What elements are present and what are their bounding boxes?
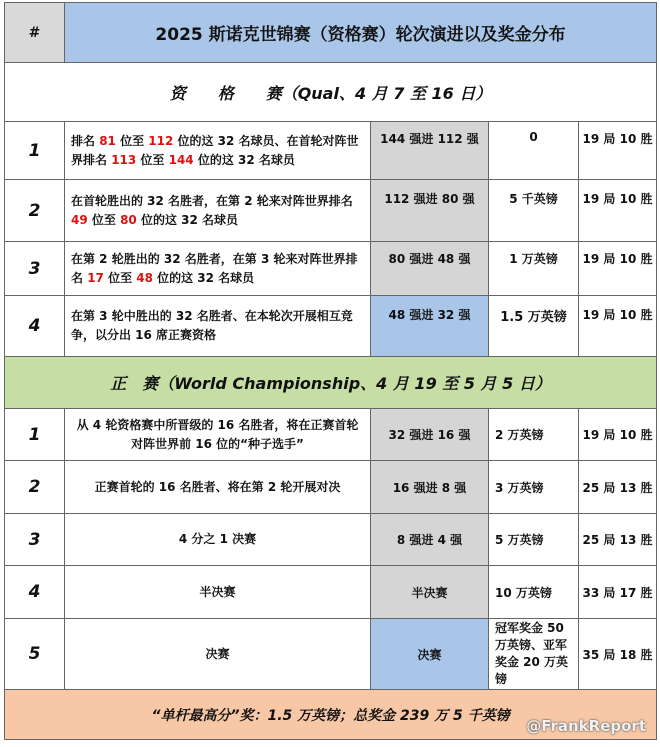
row-description: 4 分之 1 决赛	[65, 514, 371, 566]
row-stage: 80 强进 48 强	[371, 242, 489, 296]
row-number: 1	[5, 409, 65, 461]
qual-section-title: 资 格 赛（Qual、4 月 7 至 16 日）	[5, 63, 657, 122]
footer-text: “单杆最高分”奖：1.5 万英镑；总奖金 239 万 5 千英镑	[5, 690, 657, 740]
qual-row-2	[5, 180, 657, 242]
snooker-schedule-table	[4, 2, 657, 740]
row-frames: 35 局 18 胜	[579, 619, 657, 690]
row-stage: 16 强进 8 强	[371, 461, 489, 514]
main-row-5	[5, 619, 657, 690]
row-prize: 5 千英镑	[489, 180, 579, 242]
row-number: 5	[5, 619, 65, 690]
row-frames: 19 局 10 胜	[579, 122, 657, 180]
qual-row-4	[5, 296, 657, 357]
main-row-3	[5, 514, 657, 566]
main-row-2	[5, 461, 657, 514]
row-number: 2	[5, 180, 65, 242]
main-row-1	[5, 409, 657, 461]
qual-row-3	[5, 242, 657, 296]
row-description: 在首轮胜出的 32 名胜者，在第 2 轮来对阵世界排名 49 位至 80 位的这 32 名球员	[65, 180, 371, 242]
row-description: 在第 3 轮中胜出的 32 名胜者、在本轮次开展相互竞争，以分出 16 席正赛资格	[65, 296, 371, 357]
row-stage: 48 强进 32 强	[371, 296, 489, 357]
row-frames: 33 局 17 胜	[579, 566, 657, 619]
row-number: 3	[5, 514, 65, 566]
qual-row-1	[5, 122, 657, 180]
row-frames: 25 局 13 胜	[579, 461, 657, 514]
row-number: 1	[5, 122, 65, 180]
row-stage: 32 强进 16 强	[371, 409, 489, 461]
header-row	[5, 3, 657, 63]
row-frames: 19 局 10 胜	[579, 409, 657, 461]
row-number: 3	[5, 242, 65, 296]
row-stage: 决赛	[371, 619, 489, 690]
row-prize: 5 万英镑	[489, 514, 579, 566]
row-prize: 2 万英镑	[489, 409, 579, 461]
row-stage: 8 强进 4 强	[371, 514, 489, 566]
row-frames: 19 局 10 胜	[579, 242, 657, 296]
row-description: 正赛首轮的 16 名胜者、将在第 2 轮开展对决	[65, 461, 371, 514]
row-description: 决赛	[65, 619, 371, 690]
row-prize: 1.5 万英镑	[489, 296, 579, 357]
row-stage: 112 强进 80 强	[371, 180, 489, 242]
header-num: #	[5, 3, 65, 63]
row-stage: 144 强进 112 强	[371, 122, 489, 180]
main-row-4	[5, 566, 657, 619]
qual-section-row	[5, 63, 657, 122]
row-number: 2	[5, 461, 65, 514]
row-description: 半决赛	[65, 566, 371, 619]
row-description: 排名 81 位至 112 位的这 32 名球员、在首轮对阵世界排名 113 位至 144 位的这 32 名球员	[65, 122, 371, 180]
main-section-title: 正 赛（World Championship、4 月 19 至 5 月 5 日）	[5, 357, 657, 409]
row-prize: 0	[489, 122, 579, 180]
row-frames: 19 局 10 胜	[579, 180, 657, 242]
row-prize: 10 万英镑	[489, 566, 579, 619]
main-section-row	[5, 357, 657, 409]
row-number: 4	[5, 296, 65, 357]
row-stage: 半决赛	[371, 566, 489, 619]
row-prize: 冠军奖金 50 万英镑、亚军奖金 20 万英镑	[489, 619, 579, 690]
row-description: 在第 2 轮胜出的 32 名胜者，在第 3 轮来对阵世界排名 17 位至 48 位的这 32 名球员	[65, 242, 371, 296]
row-frames: 19 局 10 胜	[579, 296, 657, 357]
row-frames: 25 局 13 胜	[579, 514, 657, 566]
watermark: @FrankReport	[526, 717, 646, 735]
row-description: 从 4 轮资格赛中所晋级的 16 名胜者，将在正赛首轮对阵世界前 16 位的“种子选手”	[65, 409, 371, 461]
header-title: 2025 斯诺克世锦赛（资格赛）轮次演进以及奖金分布	[65, 3, 657, 63]
row-number: 4	[5, 566, 65, 619]
row-prize: 3 万英镑	[489, 461, 579, 514]
row-prize: 1 万英镑	[489, 242, 579, 296]
